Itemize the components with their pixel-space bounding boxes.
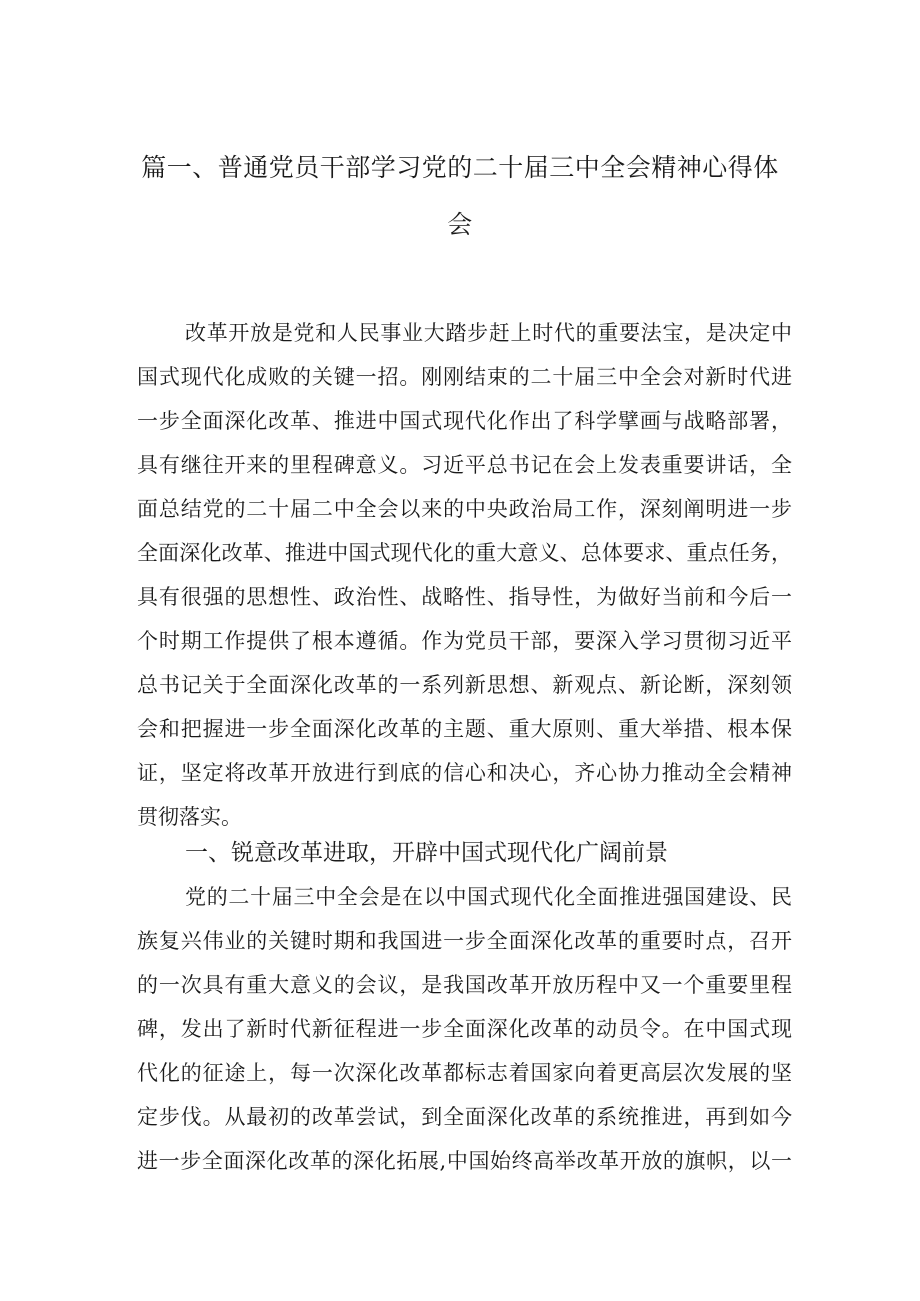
intro-line: 全面深化改革、推进中国式现代化的重大意义、总体要求、重点任务， — [137, 541, 792, 565]
section-1-line: 的一次具有重大意义的会议，是我国改革开放历程中又一个重要里程 — [137, 973, 792, 997]
section-1-line: 定步伐。从最初的改革尝试，到全面深化改革的系统推进，再到如今 — [137, 1105, 792, 1129]
section-1-heading: 一、锐意改革进取，开辟中国式现代化广阔前景 — [185, 840, 668, 866]
section-1-line: 党的二十届三中全会是在以中国式现代化全面推进强国建设、民 — [185, 885, 792, 909]
intro-line: 具有继往开来的里程碑意义。习近平总书记在会上发表重要讲话，全 — [137, 453, 792, 477]
intro-line: 个时期工作提供了根本遵循。作为党员干部，要深入学习贯彻习近平 — [137, 629, 792, 653]
section-1-line: 族复兴伟业的关键时期和我国进一步全面深化改革的重要时点，召开 — [137, 929, 792, 953]
intro-line: 具有很强的思想性、政治性、战略性、指导性，为做好当前和今后一 — [137, 585, 792, 609]
document-title-line-1: 篇一、普通党员干部学习党的二十届三中全会精神心得体 — [141, 153, 779, 182]
intro-line: 一步全面深化改革、推进中国式现代化作出了科学擘画与战略部署， — [137, 409, 792, 433]
intro-line: 面总结党的二十届二中全会以来的中央政治局工作，深刻阐明进一步 — [137, 497, 792, 521]
section-1-line: 碑，发出了新时代新征程进一步全面深化改革的动员令。在中国式现 — [137, 1017, 792, 1041]
section-1-line: 进一步全面深化改革的深化拓展,中国始终高举改革开放的旗帜，以一 — [137, 1149, 792, 1173]
intro-line: 总书记关于全面深化改革的一系列新思想、新观点、新论断，深刻领 — [137, 673, 792, 697]
section-1-line: 代化的征途上，每一次深化改革都标志着国家向着更高层次发展的坚 — [137, 1061, 792, 1085]
intro-line: 国式现代化成败的关键一招。刚刚结束的二十届三中全会对新时代进 — [137, 365, 792, 389]
document-title-line-2: 会 — [447, 210, 473, 239]
intro-line: 会和把握进一步全面深化改革的主题、重大原则、重大举措、根本保 — [137, 717, 792, 741]
intro-line: 证，坚定将改革开放进行到底的信心和决心，齐心协力推动全会精神 — [137, 761, 792, 785]
intro-line: 改革开放是党和人民事业大踏步赶上时代的重要法宝，是决定中 — [185, 321, 792, 345]
intro-line: 贯彻落实。 — [137, 805, 242, 829]
